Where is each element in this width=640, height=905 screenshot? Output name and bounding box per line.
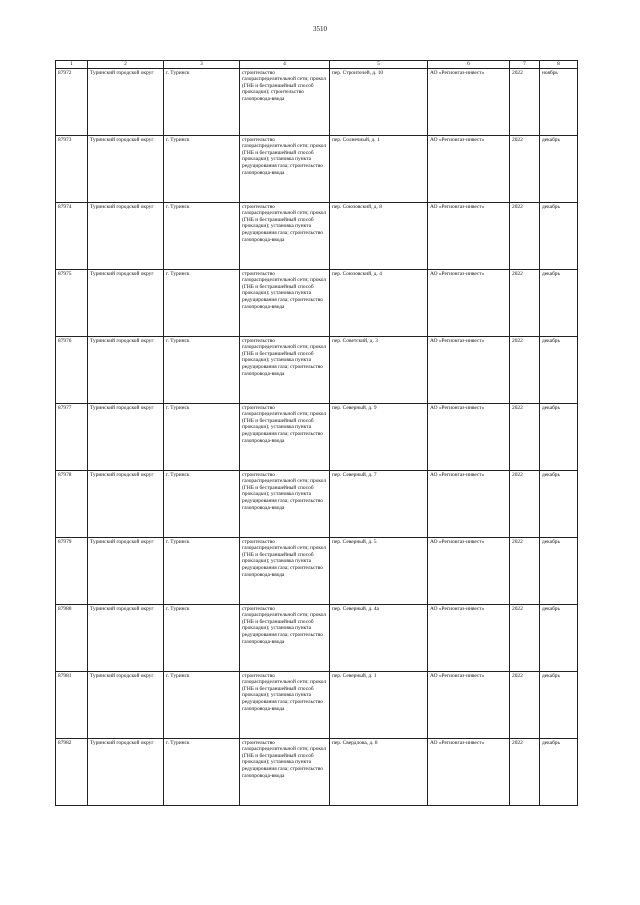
district-cell: Туринский городской округ — [88, 336, 164, 403]
address-cell: пер. Северный, д. 4а — [330, 604, 428, 671]
works-cell: строительство газораспределительной сети; прокол (ГНБ и бестраншейный способ прокладки); установка пункта редуцирования газа; строительство газопровода-ввода — [240, 671, 330, 738]
works-cell: строительство газораспределительной сети; прокол (ГНБ и бестраншейный способ прокладки); установка пункта редуцирования газа; строительство газопровода-ввода — [240, 537, 330, 604]
year-cell: 2022 — [510, 738, 540, 805]
row-number-cell: 87980 — [56, 604, 88, 671]
settlement-cell: г. Туринск — [164, 269, 240, 336]
column-header: 8 — [540, 61, 578, 69]
address-cell: пер. Северный, д. 5 — [330, 537, 428, 604]
settlement-cell: г. Туринск — [164, 135, 240, 202]
settlement-cell: г. Туринск — [164, 470, 240, 537]
table-row — [56, 202, 578, 269]
month-cell: декабрь — [540, 671, 578, 738]
header-row — [56, 61, 578, 69]
row-number-cell: 87981 — [56, 671, 88, 738]
address-cell: пер. Солнечный, д. 1 — [330, 135, 428, 202]
row-number-cell: 87977 — [56, 403, 88, 470]
settlement-cell: г. Туринск — [164, 537, 240, 604]
row-number-cell: 87978 — [56, 470, 88, 537]
district-cell: Туринский городской округ — [88, 671, 164, 738]
year-cell: 2022 — [510, 537, 540, 604]
district-cell: Туринский городской округ — [88, 269, 164, 336]
column-header: 6 — [428, 61, 510, 69]
district-cell: Туринский городской округ — [88, 738, 164, 805]
column-header: 5 — [330, 61, 428, 69]
district-cell: Туринский городской округ — [88, 403, 164, 470]
column-header: 2 — [88, 61, 164, 69]
year-cell: 2022 — [510, 135, 540, 202]
row-number-cell: 87975 — [56, 269, 88, 336]
works-cell: строительство газораспределительной сети; прокол (ГНБ и бестраншейный способ прокладки); установка пункта редуцирования газа; строительство газопровода-ввода — [240, 336, 330, 403]
organization-cell: АО «Регионгаз-инвест» — [428, 604, 510, 671]
row-number-cell: 87972 — [56, 68, 88, 135]
register-table — [55, 60, 578, 806]
page-number: 3510 — [313, 25, 327, 33]
column-header: 1 — [56, 61, 88, 69]
column-header: 7 — [510, 61, 540, 69]
year-cell: 2022 — [510, 403, 540, 470]
organization-cell: АО «Регионгаз-инвест» — [428, 403, 510, 470]
organization-cell: АО «Регионгаз-инвест» — [428, 269, 510, 336]
month-cell: декабрь — [540, 738, 578, 805]
works-cell: строительство газораспределительной сети; прокол (ГНБ и бестраншейный способ прокладки); установка пункта редуцирования газа; строительство газопровода-ввода — [240, 470, 330, 537]
works-cell: строительство газораспределительной сети; прокол (ГНБ и бестраншейный способ прокладки); установка пункта редуцирования газа; строительство газопровода-ввода — [240, 269, 330, 336]
table-row — [56, 403, 578, 470]
row-number-cell: 87979 — [56, 537, 88, 604]
table-body — [56, 68, 578, 805]
table-row — [56, 269, 578, 336]
organization-cell: АО «Регионгаз-инвест» — [428, 738, 510, 805]
settlement-cell: г. Туринск — [164, 403, 240, 470]
month-cell: декабрь — [540, 202, 578, 269]
month-cell: декабрь — [540, 403, 578, 470]
row-number-cell: 87982 — [56, 738, 88, 805]
organization-cell: АО «Регионгаз-инвест» — [428, 537, 510, 604]
settlement-cell: г. Туринск — [164, 738, 240, 805]
month-cell: декабрь — [540, 336, 578, 403]
table-row — [56, 135, 578, 202]
address-cell: пер. Союзовский, д. 8 — [330, 202, 428, 269]
works-cell: строительство газораспределительной сети; прокол (ГНБ и бестраншейный способ прокладки); установка пункта редуцирования газа; строительство газопровода-ввода — [240, 738, 330, 805]
settlement-cell: г. Туринск — [164, 336, 240, 403]
settlement-cell: г. Туринск — [164, 604, 240, 671]
organization-cell: АО «Регионгаз-инвест» — [428, 68, 510, 135]
settlement-cell: г. Туринск — [164, 68, 240, 135]
table-row — [56, 738, 578, 805]
year-cell: 2022 — [510, 671, 540, 738]
table-row — [56, 671, 578, 738]
year-cell: 2022 — [510, 604, 540, 671]
works-cell: строительство газораспределительной сети; прокол (ГНБ и бестраншейный способ прокладки); установка пункта редуцирования газа; строительство газопровода-ввода — [240, 403, 330, 470]
district-cell: Туринский городской округ — [88, 202, 164, 269]
address-cell: пер. Северный, д. 7 — [330, 470, 428, 537]
year-cell: 2022 — [510, 470, 540, 537]
works-cell: строительство газораспределительной сети; прокол (ГНБ и бестраншейный способ прокладки); строительство газопровода-ввода — [240, 68, 330, 135]
district-cell: Туринский городской округ — [88, 68, 164, 135]
district-cell: Туринский городской округ — [88, 135, 164, 202]
table-row — [56, 336, 578, 403]
district-cell: Туринский городской округ — [88, 604, 164, 671]
month-cell: декабрь — [540, 537, 578, 604]
month-cell: декабрь — [540, 135, 578, 202]
table-header — [56, 61, 578, 69]
address-cell: пер. Северный, д. 1 — [330, 671, 428, 738]
address-cell: пер. Строителей, д. 10 — [330, 68, 428, 135]
row-number-cell: 87976 — [56, 336, 88, 403]
works-cell: строительство газораспределительной сети; прокол (ГНБ и бестраншейный способ прокладки); установка пункта редуцирования газа; строительство газопровода-ввода — [240, 135, 330, 202]
address-cell: пер. Свердлова, д. 8 — [330, 738, 428, 805]
works-cell: строительство газораспределительной сети; прокол (ГНБ и бестраншейный способ прокладки); установка пункта редуцирования газа; строительство газопровода-ввода — [240, 202, 330, 269]
table-row — [56, 68, 578, 135]
settlement-cell: г. Туринск — [164, 671, 240, 738]
year-cell: 2022 — [510, 202, 540, 269]
table-row — [56, 470, 578, 537]
address-cell: пер. Союзовский, д. 4 — [330, 269, 428, 336]
address-cell: пер. Советский, д. 3 — [330, 336, 428, 403]
organization-cell: АО «Регионгаз-инвест» — [428, 202, 510, 269]
column-header: 3 — [164, 61, 240, 69]
settlement-cell: г. Туринск — [164, 202, 240, 269]
district-cell: Туринский городской округ — [88, 537, 164, 604]
table-row — [56, 604, 578, 671]
address-cell: пер. Северный, д. 9 — [330, 403, 428, 470]
month-cell: декабрь — [540, 470, 578, 537]
month-cell: ноябрь — [540, 68, 578, 135]
month-cell: декабрь — [540, 269, 578, 336]
works-cell: строительство газораспределительной сети; прокол (ГНБ и бестраншейный способ прокладки); установка пункта редуцирования газа; строительство газопровода-ввода — [240, 604, 330, 671]
organization-cell: АО «Регионгаз-инвест» — [428, 336, 510, 403]
row-number-cell: 87974 — [56, 202, 88, 269]
year-cell: 2022 — [510, 68, 540, 135]
year-cell: 2022 — [510, 269, 540, 336]
month-cell: декабрь — [540, 604, 578, 671]
organization-cell: АО «Регионгаз-инвест» — [428, 470, 510, 537]
year-cell: 2022 — [510, 336, 540, 403]
organization-cell: АО «Регионгаз-инвест» — [428, 135, 510, 202]
table-row — [56, 537, 578, 604]
column-header: 4 — [240, 61, 330, 69]
organization-cell: АО «Регионгаз-инвест» — [428, 671, 510, 738]
row-number-cell: 87973 — [56, 135, 88, 202]
district-cell: Туринский городской округ — [88, 470, 164, 537]
